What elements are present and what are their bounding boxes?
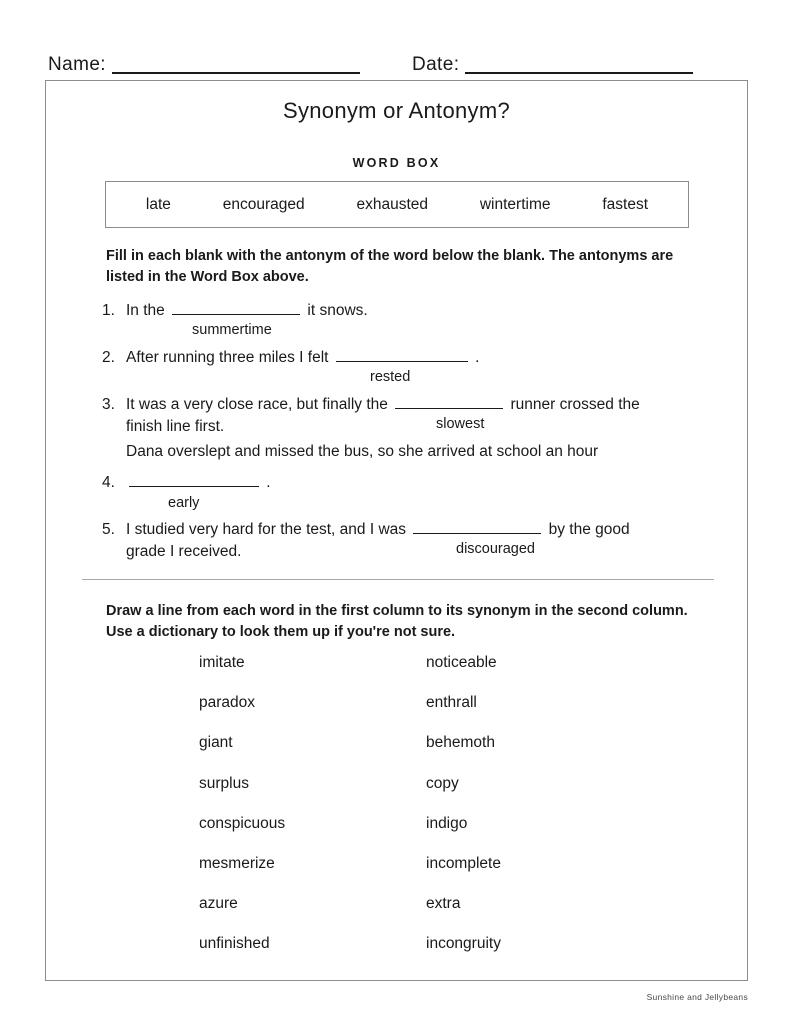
hint-word: slowest (436, 416, 485, 433)
match-word-left[interactable]: azure (199, 895, 238, 913)
question-text: After running three miles I felt (126, 348, 333, 366)
word-box-word: wintertime (479, 195, 551, 213)
synonym-matching-columns (199, 654, 699, 976)
footer-credit: Sunshine and Jellybeans (646, 992, 748, 1002)
match-word-left[interactable]: paradox (199, 694, 256, 712)
question-text: In the (126, 302, 170, 319)
question-item (102, 347, 712, 387)
hint-word: early (168, 494, 200, 511)
question-item (102, 300, 712, 340)
date-label: Date: (411, 54, 460, 75)
match-word-left[interactable]: giant (199, 734, 233, 752)
word-pair-row (199, 694, 699, 734)
hint-word: summertime (192, 322, 272, 339)
word-pair-row (199, 654, 699, 694)
question-text-after: by the good (544, 520, 630, 538)
question-text-after: it snows. (303, 302, 368, 319)
answer-blank[interactable] (395, 395, 503, 409)
match-word-right[interactable]: incongruity (426, 935, 501, 953)
match-word-left[interactable]: conspicuous (199, 814, 286, 832)
match-word-right[interactable]: noticeable (426, 654, 497, 671)
name-date-header (48, 44, 748, 74)
answer-blank[interactable] (172, 301, 300, 315)
word-pair-row (199, 734, 699, 774)
word-box-word: encouraged (222, 195, 305, 213)
question-text-after: runner crossed the (506, 395, 640, 413)
question-item (102, 519, 712, 559)
hint-word: discouraged (456, 541, 535, 558)
answer-blank[interactable] (413, 520, 541, 534)
question-text-after: . (470, 348, 480, 366)
answer-blank[interactable] (336, 348, 468, 362)
match-word-left[interactable]: mesmerize (199, 854, 275, 872)
match-word-right[interactable]: indigo (426, 814, 468, 832)
hint-word: rested (370, 369, 411, 386)
question-second-line: grade I received. (126, 543, 242, 561)
question-text: It was a very close race, but finally the (126, 395, 393, 413)
word-pair-row (199, 815, 699, 855)
question-number: 3. (102, 395, 115, 413)
word-box-word: fastest (602, 195, 649, 213)
question-number: 2. (102, 348, 115, 366)
word-box-word: late (145, 195, 171, 213)
match-word-right[interactable]: extra (426, 895, 461, 913)
question-second-line: finish line first. (126, 418, 225, 436)
question-number: 1. (102, 302, 115, 319)
section-2-instructions: Draw a line from each word in the first column to its synonym in the second column. Use a dictionary to look them up if you're not sure. (106, 603, 688, 640)
word-pair-row (199, 935, 699, 975)
question-number: 5. (102, 520, 115, 538)
answer-blank[interactable] (129, 473, 259, 487)
name-label: Name: (48, 54, 106, 75)
match-word-right[interactable]: behemoth (426, 734, 495, 752)
word-pair-row (199, 895, 699, 935)
section-divider (82, 579, 714, 580)
name-write-line[interactable] (112, 58, 360, 74)
match-word-right[interactable]: incomplete (426, 854, 501, 872)
question-text-after: . (262, 474, 271, 492)
question-item (102, 441, 712, 512)
question-number: 4. (102, 474, 115, 492)
word-pair-row (199, 775, 699, 815)
worksheet-body (45, 80, 748, 981)
page-title: Synonym or Antonym? (282, 98, 511, 123)
fill-in-question-list (102, 300, 712, 566)
match-word-right[interactable]: enthrall (426, 694, 477, 712)
question-item (102, 394, 712, 434)
match-word-left[interactable]: unfinished (199, 935, 270, 953)
match-word-left[interactable]: surplus (199, 774, 249, 792)
question-text: Dana overslept and missed the bus, so she arrived at school an hour (126, 442, 599, 460)
section-1-instructions: Fill in each blank with the antonym of the word below the blank. The antonyms are listed in the Word Box above. (106, 248, 674, 285)
match-word-left[interactable]: imitate (199, 654, 245, 671)
match-word-right[interactable]: copy (426, 774, 459, 792)
word-box-word: exhausted (356, 195, 429, 213)
word-box (105, 181, 689, 228)
word-pair-row (199, 855, 699, 895)
question-text: I studied very hard for the test, and I was (126, 520, 411, 538)
word-box-label: WORD BOX (352, 156, 441, 170)
date-write-line[interactable] (465, 58, 693, 74)
